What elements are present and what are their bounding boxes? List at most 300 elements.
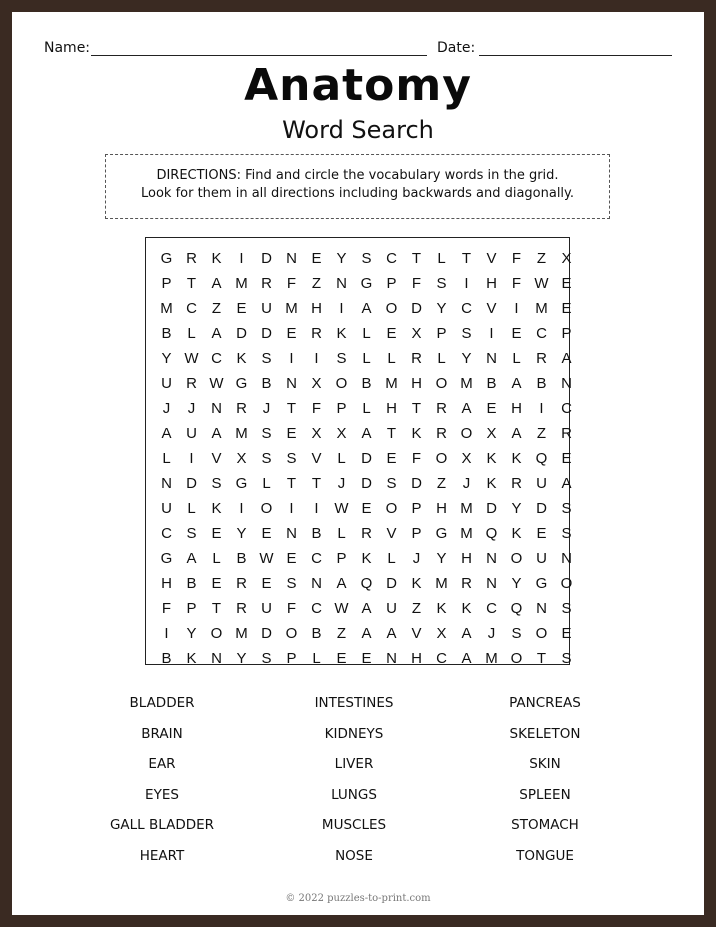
- grid-letter[interactable]: H: [161, 575, 172, 592]
- grid-letter[interactable]: V: [486, 300, 497, 317]
- grid-letter[interactable]: I: [314, 500, 319, 517]
- grid-letter[interactable]: Z: [311, 275, 322, 292]
- grid-letter[interactable]: D: [186, 475, 197, 492]
- grid-letter[interactable]: O: [335, 375, 348, 392]
- directions-line-1: DIRECTIONS: Find and circle the vocabulary words in the grid.: [156, 168, 559, 183]
- grid-letter[interactable]: U: [161, 500, 172, 517]
- grid-letter[interactable]: B: [161, 325, 172, 342]
- grid-letter[interactable]: C: [561, 400, 572, 417]
- grid-letter[interactable]: R: [236, 575, 247, 592]
- grid-letter[interactable]: A: [386, 625, 397, 642]
- grid-letter[interactable]: L: [337, 525, 346, 542]
- grid-letter[interactable]: I: [514, 300, 519, 317]
- grid-letter[interactable]: D: [361, 450, 372, 467]
- grid-letter[interactable]: Z: [411, 600, 422, 617]
- grid-letter[interactable]: B: [311, 625, 322, 642]
- grid-letter[interactable]: H: [411, 375, 422, 392]
- grid-letter[interactable]: J: [412, 550, 421, 567]
- grid-letter[interactable]: U: [261, 300, 272, 317]
- grid-letter[interactable]: Y: [511, 575, 522, 592]
- grid-letter[interactable]: W: [534, 275, 549, 292]
- grid-letter[interactable]: A: [461, 625, 472, 642]
- grid-letter[interactable]: F: [311, 400, 322, 417]
- grid-letter[interactable]: K: [211, 500, 222, 517]
- grid-letter[interactable]: S: [561, 650, 572, 667]
- grid-letter[interactable]: S: [286, 575, 297, 592]
- grid-letter[interactable]: A: [561, 475, 572, 492]
- grid-letter[interactable]: M: [435, 575, 448, 592]
- grid-letter[interactable]: D: [261, 250, 272, 267]
- grid-letter[interactable]: Y: [436, 550, 447, 567]
- grid-letter[interactable]: B: [311, 525, 322, 542]
- grid-letter[interactable]: L: [362, 325, 371, 342]
- grid-letter[interactable]: L: [337, 450, 346, 467]
- grid-letter[interactable]: D: [261, 625, 272, 642]
- grid-letter[interactable]: Q: [360, 575, 373, 592]
- grid-letter[interactable]: V: [311, 450, 322, 467]
- grid-letter[interactable]: G: [435, 525, 448, 542]
- grid-letter[interactable]: M: [460, 500, 473, 517]
- grid-letter[interactable]: R: [436, 400, 447, 417]
- grid-letter[interactable]: L: [187, 325, 196, 342]
- grid-letter[interactable]: F: [286, 600, 297, 617]
- grid-letter[interactable]: M: [460, 375, 473, 392]
- grid-letter[interactable]: Y: [336, 250, 347, 267]
- grid-letter[interactable]: L: [437, 250, 446, 267]
- grid-letter[interactable]: J: [187, 400, 196, 417]
- grid-letter[interactable]: I: [289, 350, 294, 367]
- grid-letter[interactable]: R: [361, 525, 372, 542]
- grid-letter[interactable]: V: [486, 250, 497, 267]
- grid-letter[interactable]: A: [361, 300, 372, 317]
- grid-letter[interactable]: G: [535, 575, 548, 592]
- grid-letter[interactable]: E: [211, 575, 222, 592]
- grid-letter[interactable]: E: [486, 400, 497, 417]
- grid-letter[interactable]: Q: [485, 525, 498, 542]
- grid-letter[interactable]: O: [535, 625, 548, 642]
- grid-letter[interactable]: H: [486, 275, 497, 292]
- grid-letter[interactable]: W: [259, 550, 274, 567]
- grid-letter[interactable]: H: [411, 650, 422, 667]
- grid-letter[interactable]: P: [186, 600, 197, 617]
- grid-letter[interactable]: K: [211, 250, 222, 267]
- grid-letter[interactable]: R: [236, 400, 247, 417]
- grid-letter[interactable]: F: [286, 275, 297, 292]
- grid-letter[interactable]: E: [511, 325, 522, 342]
- grid-letter[interactable]: O: [435, 375, 448, 392]
- grid-letter[interactable]: I: [189, 450, 194, 467]
- grid-letter[interactable]: S: [436, 275, 447, 292]
- grid-letter[interactable]: L: [437, 350, 446, 367]
- grid-letter[interactable]: L: [212, 550, 221, 567]
- grid-letter[interactable]: R: [461, 575, 472, 592]
- grid-letter[interactable]: V: [411, 625, 422, 642]
- grid-letter[interactable]: R: [236, 600, 247, 617]
- grid-letter[interactable]: N: [536, 600, 547, 617]
- grid-letter[interactable]: M: [460, 525, 473, 542]
- grid-letter[interactable]: X: [411, 325, 422, 342]
- grid-letter[interactable]: K: [461, 600, 472, 617]
- grid-row: [146, 371, 572, 396]
- grid-letter[interactable]: H: [386, 400, 397, 417]
- grid-letter[interactable]: D: [411, 300, 422, 317]
- grid-letter[interactable]: S: [336, 350, 347, 367]
- grid-letter[interactable]: R: [261, 275, 272, 292]
- grid-letter[interactable]: N: [286, 375, 297, 392]
- grid-letter[interactable]: A: [361, 625, 372, 642]
- grid-letter[interactable]: F: [511, 250, 522, 267]
- grid-letter[interactable]: J: [487, 625, 496, 642]
- grid-letter[interactable]: W: [334, 500, 349, 517]
- grid-letter[interactable]: E: [286, 425, 297, 442]
- grid-letter[interactable]: A: [211, 275, 222, 292]
- grid-letter[interactable]: Z: [536, 250, 547, 267]
- grid-letter[interactable]: A: [461, 650, 472, 667]
- grid-letter[interactable]: I: [239, 500, 244, 517]
- grid-letter[interactable]: Z: [211, 300, 222, 317]
- grid-letter[interactable]: A: [561, 350, 572, 367]
- grid-letter[interactable]: D: [411, 475, 422, 492]
- grid-letter[interactable]: D: [386, 575, 397, 592]
- grid-letter[interactable]: V: [386, 525, 397, 542]
- grid-letter[interactable]: K: [236, 350, 247, 367]
- grid-letter[interactable]: L: [262, 475, 271, 492]
- grid-letter[interactable]: G: [160, 250, 173, 267]
- grid-letter[interactable]: U: [161, 375, 172, 392]
- grid-letter[interactable]: E: [286, 325, 297, 342]
- grid-letter[interactable]: M: [485, 650, 498, 667]
- grid-letter[interactable]: L: [362, 400, 371, 417]
- grid-letter[interactable]: B: [236, 550, 247, 567]
- grid-letter[interactable]: Y: [161, 350, 172, 367]
- date-field[interactable]: [479, 55, 672, 56]
- grid-letter[interactable]: L: [362, 350, 371, 367]
- grid-letter[interactable]: H: [436, 500, 447, 517]
- grid-letter[interactable]: P: [336, 550, 347, 567]
- grid-letter[interactable]: A: [161, 425, 172, 442]
- grid-letter[interactable]: U: [186, 425, 197, 442]
- grid-letter[interactable]: T: [386, 425, 397, 442]
- grid-letter[interactable]: K: [361, 550, 372, 567]
- grid-letter[interactable]: Y: [511, 500, 522, 517]
- grid-letter[interactable]: O: [385, 300, 398, 317]
- grid-letter[interactable]: C: [461, 300, 472, 317]
- grid-letter[interactable]: J: [337, 475, 346, 492]
- grid-letter[interactable]: T: [286, 400, 297, 417]
- grid-letter[interactable]: N: [286, 525, 297, 542]
- grid-letter[interactable]: E: [211, 525, 222, 542]
- grid-letter[interactable]: O: [260, 500, 273, 517]
- grid-letter[interactable]: I: [164, 625, 169, 642]
- grid-letter[interactable]: Y: [236, 650, 247, 667]
- grid-letter[interactable]: K: [486, 450, 497, 467]
- grid-letter[interactable]: S: [261, 350, 272, 367]
- grid-letter[interactable]: A: [511, 425, 522, 442]
- grid-letter[interactable]: N: [486, 350, 497, 367]
- grid-letter[interactable]: K: [411, 575, 422, 592]
- grid-letter[interactable]: F: [511, 275, 522, 292]
- grid-letter[interactable]: X: [461, 450, 472, 467]
- grid-letter[interactable]: A: [336, 575, 347, 592]
- grid-letter[interactable]: Z: [336, 625, 347, 642]
- grid-letter[interactable]: T: [461, 250, 472, 267]
- grid-letter[interactable]: P: [336, 400, 347, 417]
- grid-letter[interactable]: N: [311, 575, 322, 592]
- grid-letter[interactable]: J: [262, 400, 271, 417]
- grid-letter[interactable]: F: [411, 275, 422, 292]
- grid-letter[interactable]: P: [386, 275, 397, 292]
- grid-letter[interactable]: T: [411, 250, 422, 267]
- grid-letter[interactable]: G: [160, 550, 173, 567]
- grid-letter[interactable]: T: [411, 400, 422, 417]
- grid-letter[interactable]: X: [486, 425, 497, 442]
- grid-letter[interactable]: I: [539, 400, 544, 417]
- grid-letter[interactable]: T: [211, 600, 222, 617]
- grid-letter[interactable]: O: [460, 425, 473, 442]
- grid-letter[interactable]: B: [161, 650, 172, 667]
- grid-letter[interactable]: L: [512, 350, 521, 367]
- grid-letter[interactable]: R: [311, 325, 322, 342]
- word-list-item: INTESTINES: [314, 695, 394, 711]
- grid-letter[interactable]: K: [486, 475, 497, 492]
- grid-letter[interactable]: X: [561, 250, 572, 267]
- grid-letter[interactable]: C: [186, 300, 197, 317]
- grid-letter[interactable]: H: [511, 400, 522, 417]
- grid-letter[interactable]: E: [236, 300, 247, 317]
- grid-letter[interactable]: B: [486, 375, 497, 392]
- grid-letter[interactable]: M: [385, 375, 398, 392]
- grid-letter[interactable]: M: [160, 300, 173, 317]
- grid-letter[interactable]: N: [486, 550, 497, 567]
- grid-letter[interactable]: F: [161, 600, 172, 617]
- grid-letter[interactable]: I: [289, 500, 294, 517]
- grid-letter[interactable]: E: [386, 450, 397, 467]
- grid-letter[interactable]: O: [510, 550, 523, 567]
- grid-letter[interactable]: R: [186, 375, 197, 392]
- grid-letter[interactable]: A: [461, 400, 472, 417]
- grid-letter[interactable]: R: [411, 350, 422, 367]
- grid-letter[interactable]: N: [286, 250, 297, 267]
- grid-letter[interactable]: S: [261, 425, 272, 442]
- grid-letter[interactable]: M: [285, 300, 298, 317]
- grid-letter[interactable]: J: [462, 475, 471, 492]
- date-label: Date:: [437, 40, 476, 56]
- grid-letter[interactable]: N: [386, 650, 397, 667]
- grid-letter[interactable]: G: [235, 475, 248, 492]
- grid-letter[interactable]: N: [161, 475, 172, 492]
- grid-letter[interactable]: I: [314, 350, 319, 367]
- grid-letter[interactable]: M: [235, 275, 248, 292]
- grid-letter[interactable]: C: [161, 525, 172, 542]
- grid-letter[interactable]: Q: [535, 450, 548, 467]
- grid-letter[interactable]: A: [511, 375, 522, 392]
- grid-letter[interactable]: O: [285, 625, 298, 642]
- grid-letter[interactable]: E: [261, 575, 272, 592]
- grid-letter[interactable]: E: [336, 650, 347, 667]
- grid-letter[interactable]: O: [510, 650, 523, 667]
- grid-letter[interactable]: G: [235, 375, 248, 392]
- grid-letter[interactable]: X: [236, 450, 247, 467]
- grid-letter[interactable]: P: [436, 325, 447, 342]
- grid-letter[interactable]: R: [561, 425, 572, 442]
- grid-letter[interactable]: O: [385, 500, 398, 517]
- grid-letter[interactable]: C: [486, 600, 497, 617]
- grid-letter[interactable]: S: [286, 450, 297, 467]
- grid-letter[interactable]: F: [411, 450, 422, 467]
- grid-letter[interactable]: Z: [536, 425, 547, 442]
- grid-letter[interactable]: X: [311, 425, 322, 442]
- grid-letter[interactable]: S: [186, 525, 197, 542]
- letter-grid[interactable]: [145, 237, 573, 667]
- directions-box: [105, 154, 610, 219]
- grid-letter[interactable]: A: [211, 425, 222, 442]
- grid-letter[interactable]: S: [561, 500, 572, 517]
- grid-letter[interactable]: A: [361, 600, 372, 617]
- grid-letter[interactable]: C: [536, 325, 547, 342]
- grid-letter[interactable]: M: [235, 425, 248, 442]
- grid-letter[interactable]: U: [261, 600, 272, 617]
- grid-letter[interactable]: S: [386, 475, 397, 492]
- grid-letter[interactable]: S: [211, 475, 222, 492]
- word-list-item: KIDNEYS: [324, 725, 384, 742]
- grid-letter[interactable]: Y: [186, 625, 197, 642]
- grid-letter[interactable]: V: [211, 450, 222, 467]
- grid-letter[interactable]: H: [311, 300, 322, 317]
- grid-letter[interactable]: R: [436, 425, 447, 442]
- grid-letter[interactable]: L: [162, 450, 171, 467]
- grid-letter[interactable]: L: [187, 500, 196, 517]
- grid-letter[interactable]: X: [436, 625, 447, 642]
- grid-letter[interactable]: Y: [236, 525, 247, 542]
- grid-letter[interactable]: K: [186, 650, 197, 667]
- grid-letter[interactable]: E: [311, 250, 322, 267]
- grid-letter[interactable]: X: [311, 375, 322, 392]
- grid-letter[interactable]: W: [334, 600, 349, 617]
- grid-letter[interactable]: U: [386, 600, 397, 617]
- grid-letter[interactable]: E: [386, 325, 397, 342]
- grid-letter[interactable]: N: [211, 650, 222, 667]
- grid-letter[interactable]: O: [560, 575, 573, 592]
- grid-letter[interactable]: D: [361, 475, 372, 492]
- grid-letter[interactable]: R: [536, 350, 547, 367]
- grid-letter[interactable]: P: [161, 275, 172, 292]
- grid-letter[interactable]: I: [239, 250, 244, 267]
- grid-letter[interactable]: Y: [436, 300, 447, 317]
- grid-letter[interactable]: D: [536, 500, 547, 517]
- grid-letter[interactable]: C: [311, 550, 322, 567]
- grid-letter[interactable]: N: [336, 275, 347, 292]
- grid-letter[interactable]: J: [162, 400, 171, 417]
- grid-letter[interactable]: B: [536, 375, 547, 392]
- grid-letter[interactable]: O: [435, 450, 448, 467]
- grid-letter[interactable]: T: [286, 475, 297, 492]
- grid-letter[interactable]: L: [387, 350, 396, 367]
- grid-letter[interactable]: D: [236, 325, 247, 342]
- grid-letter[interactable]: N: [561, 375, 572, 392]
- grid-letter[interactable]: A: [361, 425, 372, 442]
- grid-letter[interactable]: I: [339, 300, 344, 317]
- grid-letter[interactable]: N: [486, 575, 497, 592]
- grid-letter[interactable]: P: [411, 500, 422, 517]
- grid-letter[interactable]: C: [386, 250, 397, 267]
- grid-letter[interactable]: E: [561, 450, 572, 467]
- grid-letter[interactable]: K: [336, 325, 347, 342]
- grid-letter[interactable]: I: [489, 325, 494, 342]
- grid-letter[interactable]: M: [235, 625, 248, 642]
- grid-letter[interactable]: M: [535, 300, 548, 317]
- grid-letter[interactable]: W: [184, 350, 199, 367]
- grid-letter[interactable]: C: [436, 650, 447, 667]
- word-list: [12, 695, 704, 885]
- grid-letter[interactable]: K: [436, 600, 447, 617]
- grid-letter[interactable]: S: [511, 625, 522, 642]
- grid-letter[interactable]: N: [211, 400, 222, 417]
- grid-letter[interactable]: B: [261, 375, 272, 392]
- grid-letter[interactable]: D: [486, 500, 497, 517]
- grid-letter[interactable]: L: [387, 550, 396, 567]
- grid-letter[interactable]: H: [461, 550, 472, 567]
- grid-letter[interactable]: O: [210, 625, 223, 642]
- grid-letter[interactable]: R: [186, 250, 197, 267]
- grid-letter[interactable]: N: [561, 550, 572, 567]
- grid-letter[interactable]: X: [336, 425, 347, 442]
- grid-letter[interactable]: Q: [510, 600, 523, 617]
- grid-letter[interactable]: K: [511, 450, 522, 467]
- grid-letter[interactable]: B: [186, 575, 197, 592]
- grid-letter[interactable]: L: [312, 650, 321, 667]
- grid-letter[interactable]: S: [261, 650, 272, 667]
- grid-letter[interactable]: C: [311, 600, 322, 617]
- grid-letter[interactable]: T: [186, 275, 197, 292]
- grid-letter[interactable]: U: [536, 550, 547, 567]
- name-label: Name:: [44, 40, 91, 56]
- name-field[interactable]: [91, 55, 427, 56]
- grid-letter[interactable]: K: [511, 525, 522, 542]
- grid-letter[interactable]: E: [561, 275, 572, 292]
- grid-letter[interactable]: K: [411, 425, 422, 442]
- grid-letter[interactable]: Z: [436, 475, 447, 492]
- grid-letter[interactable]: E: [561, 625, 572, 642]
- grid-letter[interactable]: U: [536, 475, 547, 492]
- grid-letter[interactable]: B: [361, 375, 372, 392]
- grid-letter[interactable]: G: [360, 275, 373, 292]
- grid-letter[interactable]: I: [464, 275, 469, 292]
- grid-letter[interactable]: W: [209, 375, 224, 392]
- grid-letter[interactable]: E: [361, 500, 372, 517]
- grid-letter[interactable]: P: [561, 325, 572, 342]
- grid-letter[interactable]: C: [211, 350, 222, 367]
- grid-letter[interactable]: E: [261, 525, 272, 542]
- grid-letter[interactable]: S: [561, 600, 572, 617]
- grid-letter[interactable]: T: [536, 650, 547, 667]
- grid-letter[interactable]: A: [186, 550, 197, 567]
- grid-letter[interactable]: A: [211, 325, 222, 342]
- grid-letter[interactable]: T: [311, 475, 322, 492]
- grid-letter[interactable]: P: [411, 525, 422, 542]
- grid-letter[interactable]: E: [361, 650, 372, 667]
- grid-letter[interactable]: Y: [461, 350, 472, 367]
- grid-letter[interactable]: E: [536, 525, 547, 542]
- grid-letter[interactable]: R: [511, 475, 522, 492]
- grid-letter[interactable]: S: [461, 325, 472, 342]
- grid-letter[interactable]: P: [286, 650, 297, 667]
- grid-letter[interactable]: E: [286, 550, 297, 567]
- grid-letter[interactable]: S: [261, 450, 272, 467]
- grid-letter[interactable]: S: [561, 525, 572, 542]
- grid-letter[interactable]: D: [261, 325, 272, 342]
- grid-letter[interactable]: E: [561, 300, 572, 317]
- grid-letter[interactable]: S: [361, 250, 372, 267]
